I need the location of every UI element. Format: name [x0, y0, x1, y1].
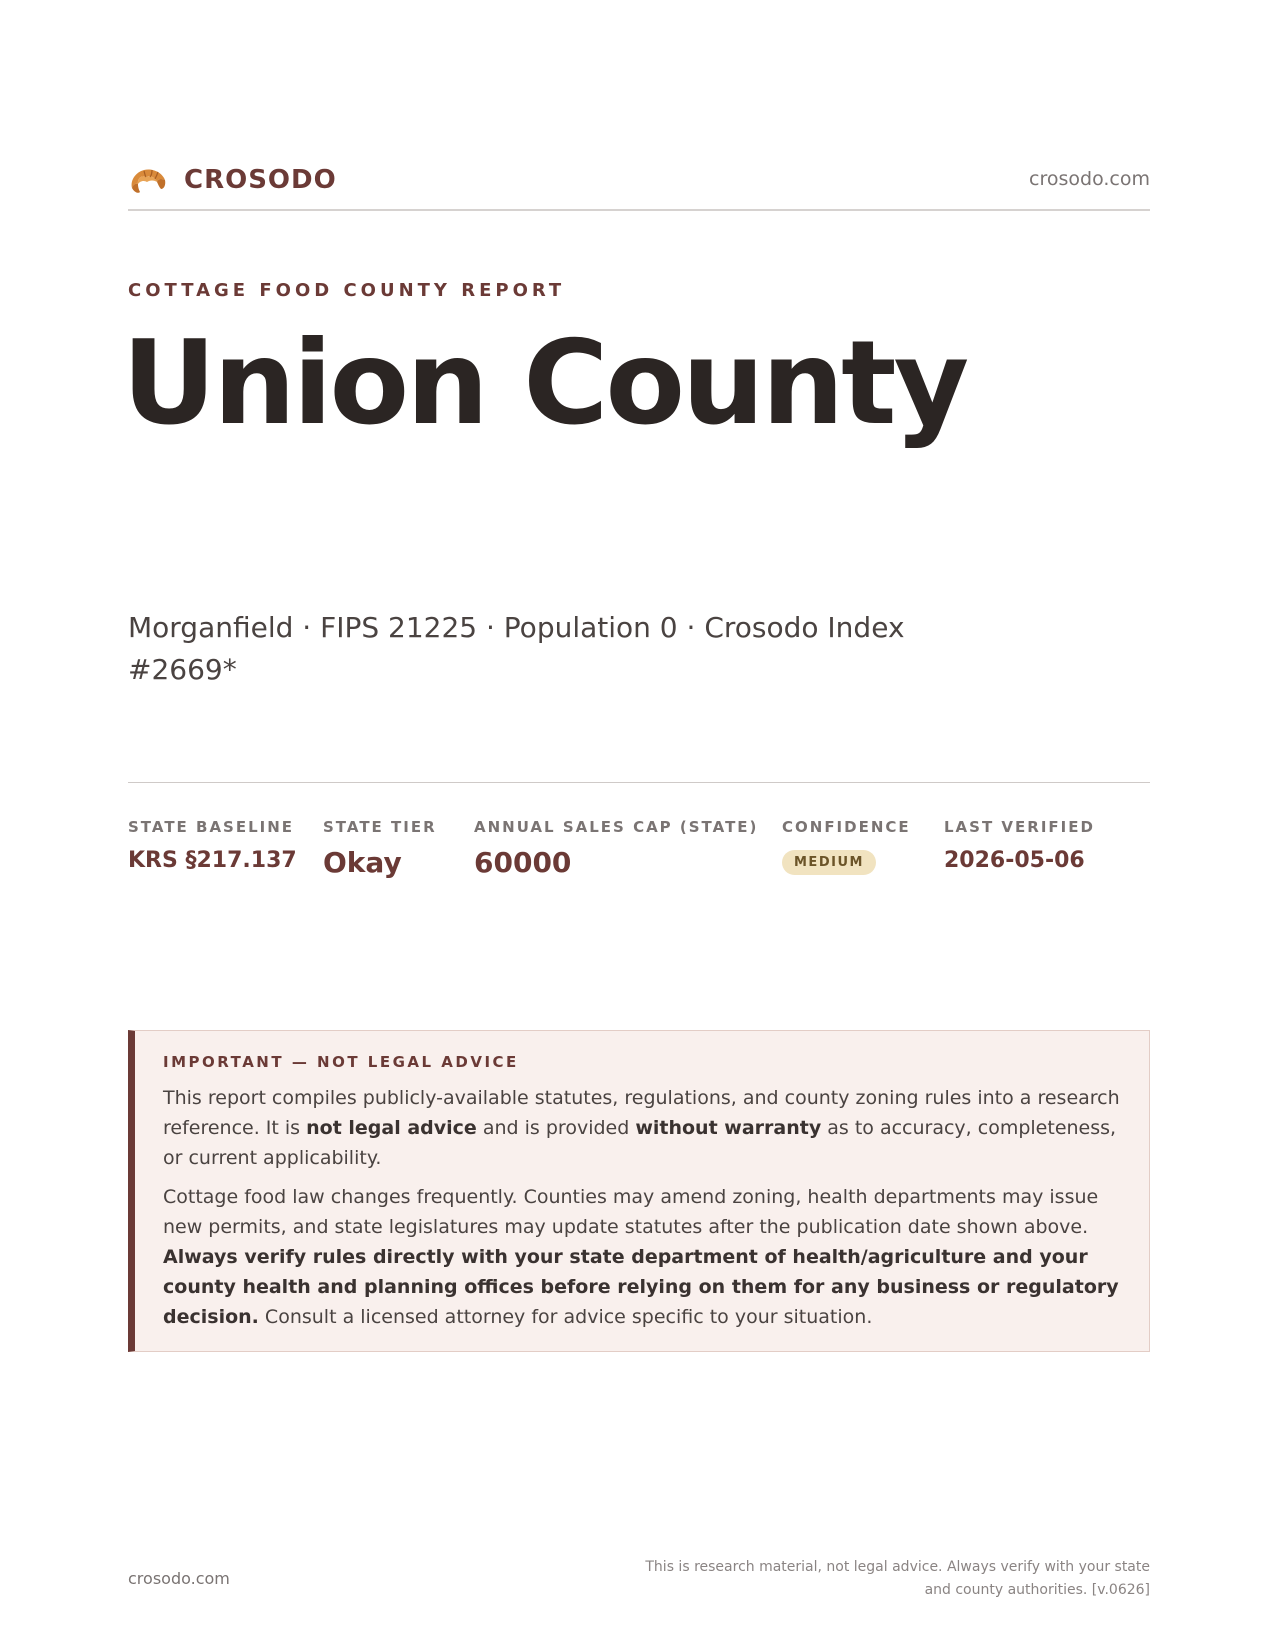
stat-label: LAST VERIFIED — [944, 818, 1095, 836]
stat-last-verified — [944, 818, 1095, 873]
page-title: Union County — [122, 316, 967, 451]
county-summary: Morganfield · FIPS 21225 · Population 0 · Crosodo Index #2669* — [128, 611, 905, 686]
croissant-icon — [128, 160, 168, 200]
page-header — [128, 158, 1150, 210]
stat-label: STATE BASELINE — [128, 818, 295, 836]
report-page — [122, 0, 1150, 1650]
header-domain[interactable]: crosodo.com — [1029, 168, 1150, 190]
brand-name: CROSODO — [184, 165, 337, 195]
stat-label: ANNUAL SALES CAP (STATE) — [474, 818, 759, 836]
stat-label: CONFIDENCE — [782, 818, 911, 836]
stat-confidence — [782, 818, 911, 875]
stat-value: 2026-05-06 — [944, 848, 1085, 873]
stat-value: 60000 — [474, 846, 572, 879]
footer-domain[interactable]: crosodo.com — [128, 1569, 230, 1588]
legal-notice — [128, 1030, 1150, 1352]
stat-sales-cap — [474, 818, 758, 879]
stat-value: KRS §217.137 — [128, 848, 297, 873]
notice-title: IMPORTANT — NOT LEGAL ADVICE — [163, 1053, 519, 1071]
header-divider — [128, 209, 1150, 211]
section-divider — [128, 782, 1150, 783]
notice-paragraph-2: Cottage food law changes frequently. Counties may amend zoning, health departments may issue new permits, and state legislatures may update statutes after the publication date shown above. Always verify rules directly with your state department of health/agriculture and your county health and planning offices before relying on them for any business or regulatory decision. Consult a licensed attorney for advice specific to your situation. — [163, 1186, 1119, 1328]
stat-label: STATE TIER — [323, 818, 437, 836]
brand — [128, 160, 337, 200]
report-eyebrow: COTTAGE FOOD COUNTY REPORT — [128, 280, 566, 301]
stat-state-baseline — [128, 818, 297, 873]
stat-value: Okay — [323, 846, 402, 879]
stat-state-tier — [323, 818, 437, 879]
confidence-badge: MEDIUM — [782, 850, 876, 875]
footer-disclaimer: This is research material, not legal advice. Always verify with your state and county authorities. [v.0626] — [645, 1559, 1150, 1598]
notice-paragraph-1: This report compiles publicly-available statutes, regulations, and county zoning rules into a research reference. It is not legal advice and is provided without warranty as to accuracy, completeness, or current applicability. — [163, 1087, 1120, 1169]
stats-row — [128, 818, 1150, 898]
